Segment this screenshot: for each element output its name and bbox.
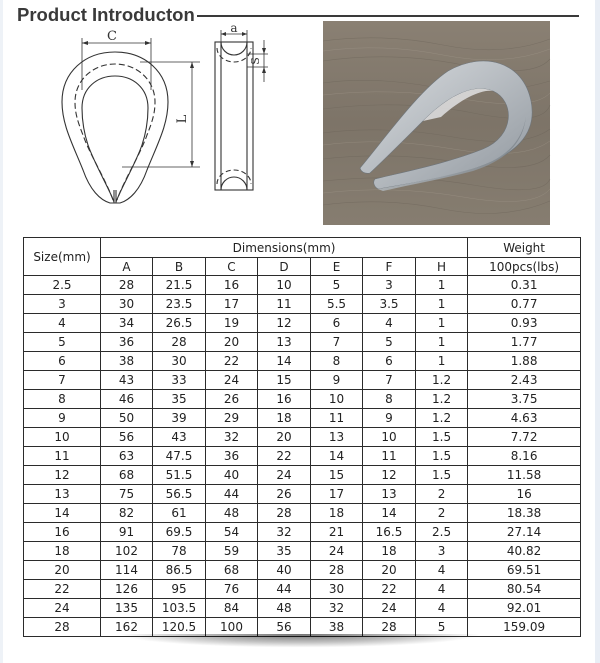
table-row — [24, 409, 581, 428]
cell-d: 15 — [258, 371, 311, 390]
cell-c: 36 — [206, 447, 258, 466]
cell-f: 24 — [363, 599, 416, 618]
cell-size: 28 — [24, 618, 101, 637]
cell-e: 15 — [311, 466, 363, 485]
cell-b: 78 — [153, 542, 206, 561]
cell-c: 26 — [206, 390, 258, 409]
cell-h: 1.2 — [416, 409, 468, 428]
cell-weight: 0.31 — [468, 276, 581, 295]
cell-a: 28 — [101, 276, 153, 295]
cell-size: 9 — [24, 409, 101, 428]
cell-a: 38 — [101, 352, 153, 371]
cell-e: 5.5 — [311, 295, 363, 314]
cell-b: 47.5 — [153, 447, 206, 466]
table-row — [24, 333, 581, 352]
cell-d: 32 — [258, 523, 311, 542]
cell-e: 17 — [311, 485, 363, 504]
cell-size: 16 — [24, 523, 101, 542]
cell-a: 126 — [101, 580, 153, 599]
cell-b: 35 — [153, 390, 206, 409]
table-row — [24, 466, 581, 485]
cell-a: 75 — [101, 485, 153, 504]
cell-f: 13 — [363, 485, 416, 504]
cell-c: 16 — [206, 276, 258, 295]
thimble-technical-drawing — [40, 21, 300, 230]
cell-e: 7 — [311, 333, 363, 352]
table-row — [24, 580, 581, 599]
cell-b: 51.5 — [153, 466, 206, 485]
cell-f: 4 — [363, 314, 416, 333]
cell-b: 23.5 — [153, 295, 206, 314]
cell-size: 12 — [24, 466, 101, 485]
cell-d: 10 — [258, 276, 311, 295]
cell-e: 10 — [311, 390, 363, 409]
cell-e: 28 — [311, 561, 363, 580]
table-row — [24, 428, 581, 447]
cell-weight: 1.88 — [468, 352, 581, 371]
cell-h: 5 — [416, 618, 468, 637]
cell-weight: 92.01 — [468, 599, 581, 618]
cell-a: 50 — [101, 409, 153, 428]
cell-e: 11 — [311, 409, 363, 428]
cell-b: 39 — [153, 409, 206, 428]
cell-f: 16.5 — [363, 523, 416, 542]
cell-f: 18 — [363, 542, 416, 561]
table-row — [24, 447, 581, 466]
cell-c: 32 — [206, 428, 258, 447]
cell-e: 32 — [311, 599, 363, 618]
cell-a: 43 — [101, 371, 153, 390]
cell-b: 43 — [153, 428, 206, 447]
dimension-label-s: S — [249, 57, 262, 65]
cell-a: 56 — [101, 428, 153, 447]
table-row — [24, 523, 581, 542]
cell-d: 11 — [258, 295, 311, 314]
cell-weight: 4.63 — [468, 409, 581, 428]
cell-d: 20 — [258, 428, 311, 447]
dimension-label-l: L — [175, 114, 190, 124]
page-edge-left — [0, 0, 3, 663]
cell-d: 40 — [258, 561, 311, 580]
cell-weight: 80.54 — [468, 580, 581, 599]
cell-h: 1 — [416, 352, 468, 371]
cell-size: 20 — [24, 561, 101, 580]
cell-weight: 18.38 — [468, 504, 581, 523]
cell-e: 21 — [311, 523, 363, 542]
cell-weight: 159.09 — [468, 618, 581, 637]
cell-size: 6 — [24, 352, 101, 371]
cell-a: 36 — [101, 333, 153, 352]
table-row — [24, 352, 581, 371]
column-header-b: B — [153, 258, 206, 276]
cell-c: 40 — [206, 466, 258, 485]
table-row — [24, 561, 581, 580]
cell-weight: 69.51 — [468, 561, 581, 580]
cell-h: 4 — [416, 599, 468, 618]
cell-f: 6 — [363, 352, 416, 371]
cell-e: 14 — [311, 447, 363, 466]
cell-d: 24 — [258, 466, 311, 485]
cell-weight: 2.43 — [468, 371, 581, 390]
cell-size: 8 — [24, 390, 101, 409]
cell-a: 63 — [101, 447, 153, 466]
cell-f: 9 — [363, 409, 416, 428]
cell-b: 86.5 — [153, 561, 206, 580]
cell-h: 1 — [416, 295, 468, 314]
column-header-c: C — [206, 258, 258, 276]
cell-c: 59 — [206, 542, 258, 561]
cell-h: 1.2 — [416, 390, 468, 409]
cell-b: 26.5 — [153, 314, 206, 333]
cell-d: 22 — [258, 447, 311, 466]
cell-d: 13 — [258, 333, 311, 352]
cell-h: 2 — [416, 504, 468, 523]
column-header-d: D — [258, 258, 311, 276]
cell-h: 1.5 — [416, 428, 468, 447]
section-divider — [197, 15, 579, 17]
dimension-label-a: a — [230, 21, 238, 35]
cell-d: 28 — [258, 504, 311, 523]
cell-b: 28 — [153, 333, 206, 352]
cell-a: 30 — [101, 295, 153, 314]
cell-e: 13 — [311, 428, 363, 447]
thimble-inner-outline — [82, 76, 148, 202]
thimble-outer-outline — [62, 52, 168, 203]
cell-weight: 3.75 — [468, 390, 581, 409]
cell-a: 114 — [101, 561, 153, 580]
cell-b: 103.5 — [153, 599, 206, 618]
cell-h: 1.5 — [416, 466, 468, 485]
cell-b: 95 — [153, 580, 206, 599]
cell-c: 24 — [206, 371, 258, 390]
cell-h: 1 — [416, 333, 468, 352]
cell-h: 2.5 — [416, 523, 468, 542]
cell-d: 26 — [258, 485, 311, 504]
cell-e: 30 — [311, 580, 363, 599]
table-drop-shadow — [60, 634, 540, 652]
table-body — [24, 276, 581, 637]
table-header-row-1 — [24, 238, 581, 258]
cell-f: 11 — [363, 447, 416, 466]
cell-size: 24 — [24, 599, 101, 618]
cell-f: 20 — [363, 561, 416, 580]
column-header-f: F — [363, 258, 416, 276]
cell-e: 24 — [311, 542, 363, 561]
cell-d: 48 — [258, 599, 311, 618]
cell-size: 22 — [24, 580, 101, 599]
cell-c: 17 — [206, 295, 258, 314]
cell-b: 56.5 — [153, 485, 206, 504]
page-scrollbar-track[interactable] — [595, 0, 600, 663]
cell-size: 7 — [24, 371, 101, 390]
table-row — [24, 295, 581, 314]
cell-size: 14 — [24, 504, 101, 523]
cell-e: 5 — [311, 276, 363, 295]
cell-c: 29 — [206, 409, 258, 428]
column-header-e: E — [311, 258, 363, 276]
cell-c: 54 — [206, 523, 258, 542]
table-row — [24, 485, 581, 504]
cell-h: 1 — [416, 314, 468, 333]
cell-weight: 40.82 — [468, 542, 581, 561]
cell-size: 13 — [24, 485, 101, 504]
cell-size: 2.5 — [24, 276, 101, 295]
specification-table — [23, 237, 581, 637]
cell-weight: 7.72 — [468, 428, 581, 447]
cell-b: 69.5 — [153, 523, 206, 542]
cell-size: 10 — [24, 428, 101, 447]
cell-e: 38 — [311, 618, 363, 637]
cell-d: 35 — [258, 542, 311, 561]
cell-c: 76 — [206, 580, 258, 599]
cell-a: 102 — [101, 542, 153, 561]
cell-d: 14 — [258, 352, 311, 371]
cell-d: 44 — [258, 580, 311, 599]
cell-h: 1.5 — [416, 447, 468, 466]
cell-a: 162 — [101, 618, 153, 637]
cell-weight: 8.16 — [468, 447, 581, 466]
cell-e: 6 — [311, 314, 363, 333]
cell-f: 28 — [363, 618, 416, 637]
cell-d: 18 — [258, 409, 311, 428]
cell-h: 3 — [416, 542, 468, 561]
cell-weight: 16 — [468, 485, 581, 504]
cell-f: 5 — [363, 333, 416, 352]
cell-a: 135 — [101, 599, 153, 618]
table-row — [24, 599, 581, 618]
cell-weight: 0.77 — [468, 295, 581, 314]
size-column-header: Size(mm) — [24, 238, 101, 276]
table-row — [24, 390, 581, 409]
section-title: Product Introducton — [17, 4, 195, 25]
cell-f: 3.5 — [363, 295, 416, 314]
cell-a: 34 — [101, 314, 153, 333]
cell-b: 33 — [153, 371, 206, 390]
dimension-label-c: C — [107, 29, 117, 44]
cell-weight: 1.77 — [468, 333, 581, 352]
cell-b: 61 — [153, 504, 206, 523]
cell-h: 1.2 — [416, 371, 468, 390]
cell-size: 11 — [24, 447, 101, 466]
cell-e: 8 — [311, 352, 363, 371]
cell-c: 20 — [206, 333, 258, 352]
cell-a: 46 — [101, 390, 153, 409]
table-header-row-2 — [24, 258, 581, 276]
table-row — [24, 504, 581, 523]
cell-e: 9 — [311, 371, 363, 390]
cell-c: 22 — [206, 352, 258, 371]
cell-c: 68 — [206, 561, 258, 580]
cell-h: 2 — [416, 485, 468, 504]
cell-d: 56 — [258, 618, 311, 637]
cell-a: 91 — [101, 523, 153, 542]
column-header-h: H — [416, 258, 468, 276]
cell-e: 18 — [311, 504, 363, 523]
cell-f: 22 — [363, 580, 416, 599]
cell-size: 5 — [24, 333, 101, 352]
cell-d: 16 — [258, 390, 311, 409]
cell-c: 44 — [206, 485, 258, 504]
cell-h: 4 — [416, 580, 468, 599]
cell-c: 84 — [206, 599, 258, 618]
cell-f: 10 — [363, 428, 416, 447]
cell-f: 12 — [363, 466, 416, 485]
cell-b: 120.5 — [153, 618, 206, 637]
table-row — [24, 276, 581, 295]
cell-c: 48 — [206, 504, 258, 523]
cell-c: 100 — [206, 618, 258, 637]
cell-h: 4 — [416, 561, 468, 580]
cell-c: 19 — [206, 314, 258, 333]
table-row — [24, 371, 581, 390]
table-row — [24, 314, 581, 333]
weight-column-header-line1: Weight — [468, 238, 581, 258]
cell-weight: 0.93 — [468, 314, 581, 333]
cell-size: 18 — [24, 542, 101, 561]
cell-weight: 27.14 — [468, 523, 581, 542]
cell-f: 8 — [363, 390, 416, 409]
product-photo — [323, 21, 550, 225]
cell-a: 68 — [101, 466, 153, 485]
cell-b: 30 — [153, 352, 206, 371]
cell-size: 4 — [24, 314, 101, 333]
cell-f: 7 — [363, 371, 416, 390]
cell-size: 3 — [24, 295, 101, 314]
cell-d: 12 — [258, 314, 311, 333]
cell-f: 14 — [363, 504, 416, 523]
dimensions-group-header: Dimensions(mm) — [101, 238, 468, 258]
cell-weight: 11.58 — [468, 466, 581, 485]
cell-a: 82 — [101, 504, 153, 523]
cell-h: 1 — [416, 276, 468, 295]
weight-column-header-line2: 100pcs(lbs) — [468, 258, 581, 276]
cell-b: 21.5 — [153, 276, 206, 295]
table-row — [24, 542, 581, 561]
column-header-a: A — [101, 258, 153, 276]
cell-f: 3 — [363, 276, 416, 295]
